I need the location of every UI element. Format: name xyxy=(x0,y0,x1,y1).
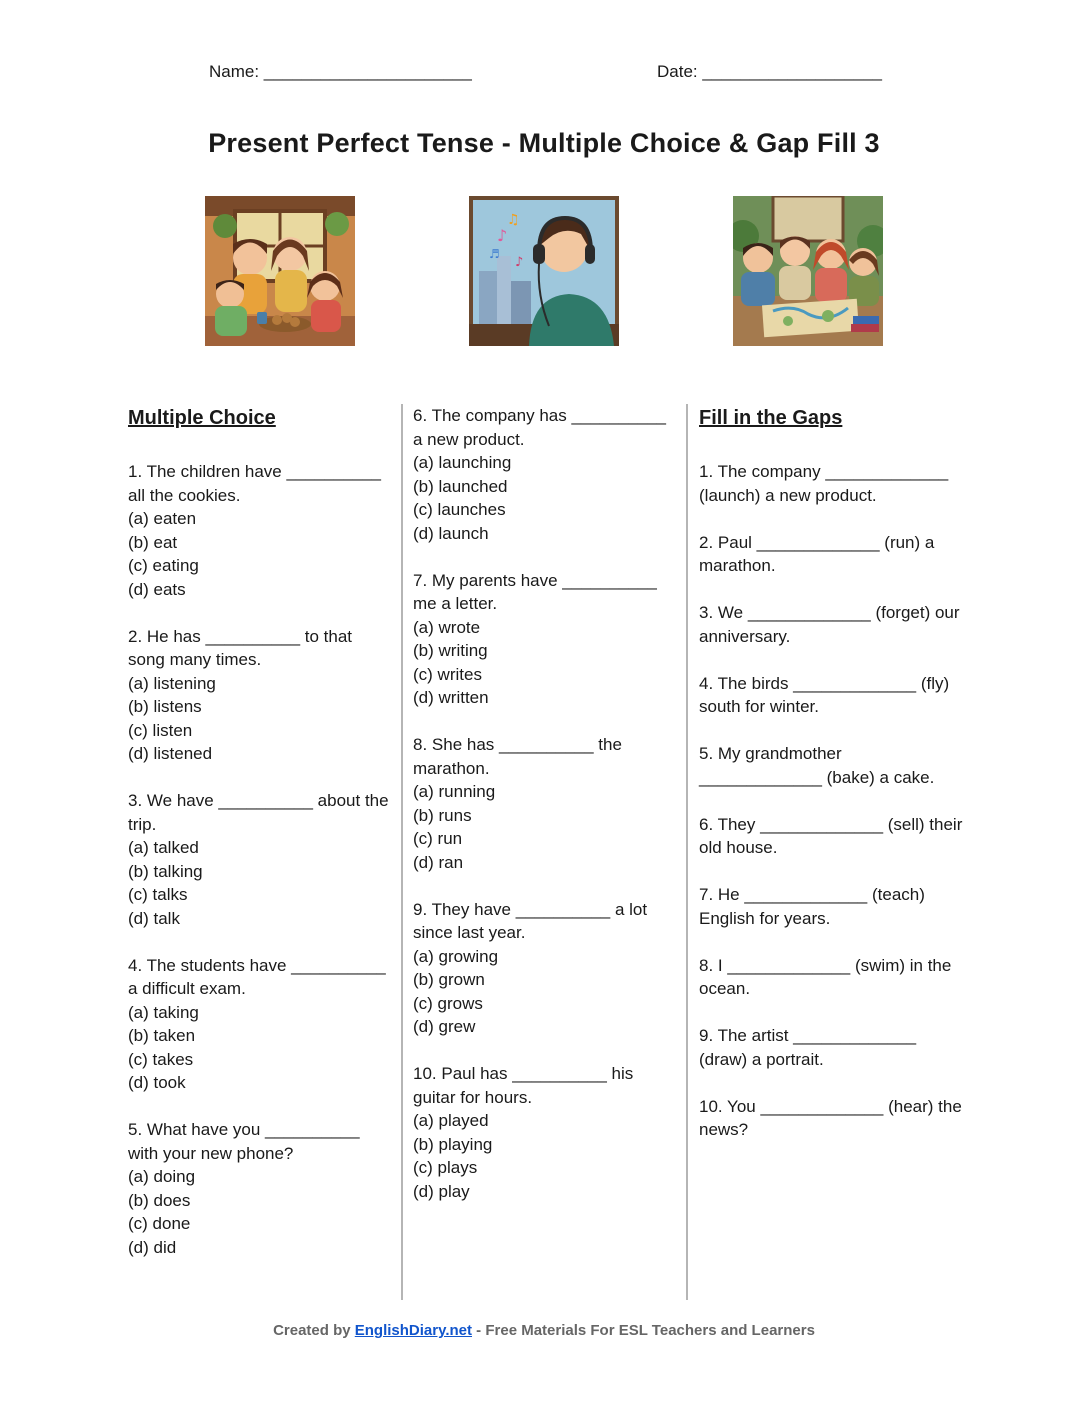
gap-fill-question xyxy=(699,531,967,578)
boy-with-headphones-illustration xyxy=(469,196,619,346)
gap-fill-question xyxy=(699,813,967,860)
column-divider xyxy=(401,404,403,1300)
mc-option: (d) eats xyxy=(128,579,186,599)
gap-fill-question-text: 3. We _____________ (forget) our anniversary. xyxy=(699,603,960,646)
gap-fill-question-text: 10. You _____________ (hear) the news? xyxy=(699,1096,962,1139)
gap-fill-question xyxy=(699,1024,967,1071)
mc-option: (a) taking xyxy=(128,1002,199,1022)
mc-question-text: 4. The students have __________ a difficult exam. xyxy=(128,955,386,998)
mc-option: (a) talked xyxy=(128,838,199,857)
mc-option: (a) played xyxy=(413,1111,489,1130)
mc-option: (c) talks xyxy=(128,885,188,904)
mc-option: (d) play xyxy=(413,1181,470,1201)
mc-option: (a) eaten xyxy=(128,509,197,528)
group-with-map-illustration xyxy=(733,196,883,346)
mc-question-text: 9. They have __________ a lot since last year. xyxy=(413,899,648,942)
mc-option: (b) writing xyxy=(413,641,488,660)
multiple-choice-heading: Multiple Choice xyxy=(128,407,276,429)
mc-question-text: 7. My parents have __________ me a letter. xyxy=(413,570,657,613)
mc-option: (c) writes xyxy=(413,664,482,684)
gap-fill-column xyxy=(699,404,967,1165)
column-divider xyxy=(686,404,688,1300)
footer-suffix: - Free Materials For ESL Teachers and Learners xyxy=(472,1322,815,1339)
children-eating-cookies-illustration xyxy=(205,196,355,346)
mc-option: (d) talk xyxy=(128,908,180,928)
mc-option: (d) written xyxy=(413,688,489,707)
mc-option: (c) takes xyxy=(128,1049,194,1069)
mc-question xyxy=(413,733,675,874)
footer-prefix: Created by xyxy=(273,1322,355,1339)
mc-option: (b) eat xyxy=(128,532,178,552)
mc-question xyxy=(128,460,390,601)
mc-option: (d) listened xyxy=(128,744,213,763)
mc-option: (b) does xyxy=(128,1190,191,1210)
svg-text:♬: ♬ xyxy=(489,247,500,261)
mc-option: (a) doing xyxy=(128,1167,196,1186)
gap-fill-question xyxy=(699,883,967,930)
mc-option: (c) run xyxy=(413,829,463,848)
mc-option: (d) did xyxy=(128,1237,177,1257)
gap-fill-question-text: 9. The artist _____________ (draw) a portrait. xyxy=(699,1026,917,1069)
mc-question xyxy=(128,954,390,1095)
gap-fill-question-text: 6. They _____________ (sell) their old house. xyxy=(699,814,963,857)
englishdiary-link[interactable]: EnglishDiary.net xyxy=(354,1322,473,1339)
mc-option: (a) running xyxy=(413,782,496,801)
gap-fill-question-text: 7. He _____________ (teach) English for years. xyxy=(699,885,925,928)
mc-option: (a) growing xyxy=(413,946,499,966)
svg-text:♫: ♫ xyxy=(507,212,520,228)
mc-question-text: 8. She has __________ the marathon. xyxy=(413,735,622,778)
mc-question xyxy=(413,404,675,545)
mc-option: (b) playing xyxy=(413,1134,493,1154)
mc-question-text: 2. He has __________ to that song many times. xyxy=(128,626,353,669)
mc-question xyxy=(413,898,675,1039)
gap-fill-heading: Fill in the Gaps xyxy=(699,407,843,429)
mc-question xyxy=(128,1118,390,1259)
multiple-choice-column-2 xyxy=(413,404,675,1227)
mc-question xyxy=(128,789,390,930)
gap-fill-question-text: 8. I _____________ (swim) in the ocean. xyxy=(699,955,952,998)
mc-question-text: 1. The children have __________ all the cookies. xyxy=(128,462,381,505)
gap-fill-question-text: 5. My grandmother _____________ (bake) a cake. xyxy=(699,744,935,787)
mc-option: (b) talking xyxy=(128,861,203,881)
mc-option: (b) runs xyxy=(413,805,472,825)
mc-option: (c) eating xyxy=(128,556,199,575)
mc-question-text: 5. What have you __________ with your new phone? xyxy=(128,1120,360,1163)
mc-option: (c) listen xyxy=(128,720,193,740)
date-field-label: Date: ___________________ xyxy=(657,62,882,81)
mc-option: (b) grown xyxy=(413,970,485,989)
name-field-label: Name: ______________________ xyxy=(209,62,472,81)
mc-question-text: 6. The company has __________ a new product. xyxy=(413,406,666,449)
mc-option: (b) taken xyxy=(128,1026,196,1045)
mc-question xyxy=(128,625,390,766)
mc-option: (b) listens xyxy=(128,697,202,716)
mc-option: (d) grew xyxy=(413,1017,476,1036)
gap-fill-question-text: 2. Paul _____________ (run) a marathon. xyxy=(699,532,935,575)
gap-fill-question xyxy=(699,460,967,507)
gap-fill-question xyxy=(699,1095,967,1142)
gap-fill-question xyxy=(699,672,967,719)
mc-option: (b) launched xyxy=(413,476,508,496)
mc-option: (a) wrote xyxy=(413,617,481,637)
mc-question xyxy=(413,1062,675,1203)
mc-option: (d) launch xyxy=(413,523,489,543)
gap-fill-question xyxy=(699,742,967,789)
svg-text:♪: ♪ xyxy=(497,226,508,245)
mc-option: (a) listening xyxy=(128,673,216,693)
mc-option: (c) plays xyxy=(413,1158,478,1177)
gap-fill-question xyxy=(699,601,967,648)
mc-option: (c) launches xyxy=(413,500,506,519)
gap-fill-question xyxy=(699,954,967,1001)
mc-option: (c) done xyxy=(128,1214,191,1233)
mc-question xyxy=(413,569,675,710)
svg-text:♪: ♪ xyxy=(515,255,524,270)
gap-fill-question-text: 4. The birds _____________ (fly) south for winter. xyxy=(699,673,950,716)
mc-option: (d) ran xyxy=(413,852,464,872)
worksheet-title: Present Perfect Tense - Multiple Choice & Gap Fill 3 xyxy=(208,128,880,158)
mc-option: (a) launching xyxy=(413,453,512,472)
gap-fill-question-text: 1. The company _____________ (launch) a new product. xyxy=(699,462,949,505)
multiple-choice-column-1 xyxy=(128,404,390,1283)
mc-question-text: 10. Paul has __________ his guitar for hours. xyxy=(413,1064,634,1107)
mc-question-text: 3. We have __________ about the trip. xyxy=(128,791,389,834)
mc-option: (d) took xyxy=(128,1073,186,1092)
footer xyxy=(0,1322,1088,1339)
mc-option: (c) grows xyxy=(413,993,483,1013)
